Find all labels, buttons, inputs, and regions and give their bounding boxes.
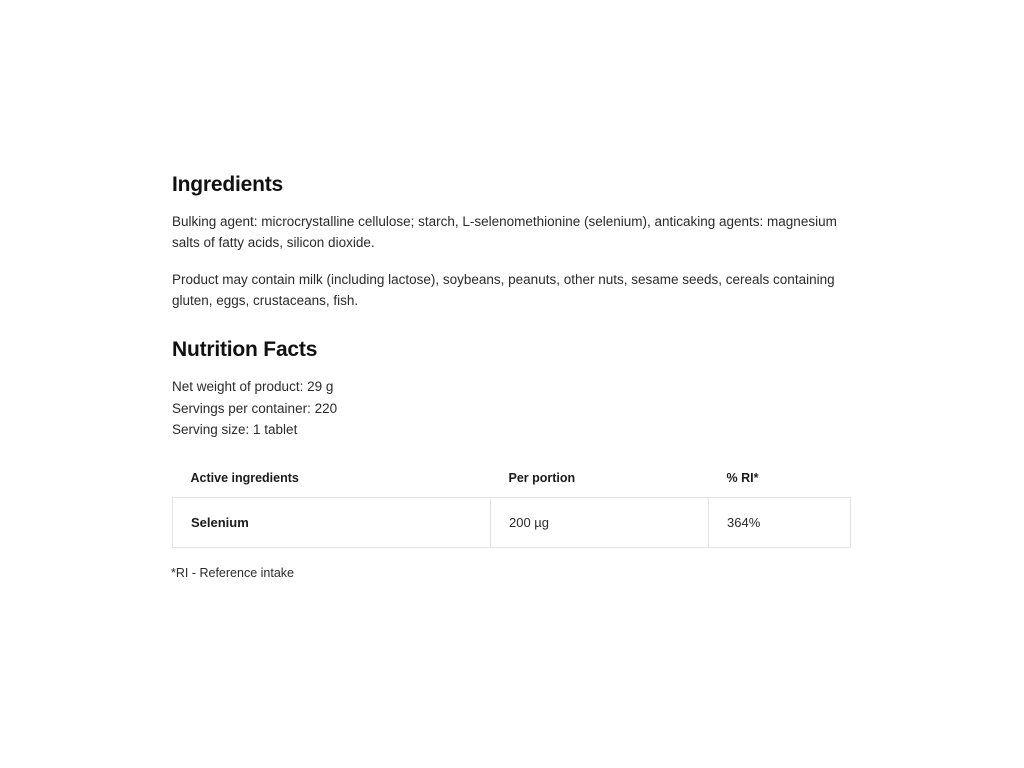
serving-size-line: Serving size: 1 tablet (172, 422, 298, 438)
reference-intake-footnote: *RI - Reference intake (171, 565, 294, 580)
servings-per-container-line: Servings per container: 220 (172, 400, 338, 416)
ingredients-paragraph: Bulking agent: microcrystalline cellulose; starch, L-selenomethionine (selenium), anticaking agents: magnesium salts of fatty acids, silicon dioxide. (172, 214, 837, 251)
column-header-active-ingredients: Active ingredients (190, 470, 299, 485)
serving-info-block (172, 376, 852, 441)
column-header-ri: % RI* (726, 470, 759, 485)
cell-ri: 364% (709, 497, 851, 547)
nutrition-facts-heading: Nutrition Facts (172, 338, 318, 362)
table-header-row (173, 463, 851, 498)
product-info-content (172, 172, 852, 580)
nutrition-table-body (173, 497, 851, 547)
cell-per-portion: 200 µg (491, 497, 709, 547)
ingredients-heading: Ingredients (172, 173, 283, 196)
allergen-paragraph: Product may contain milk (including lactose), soybeans, peanuts, other nuts, sesame seeds, cereals containing gluten, eggs, crustaceans, fish. (172, 272, 835, 309)
nutrition-table (172, 463, 851, 548)
cell-ingredient-name: Selenium (173, 497, 491, 547)
column-header-per-portion: Per portion (508, 470, 576, 485)
nutrition-table-head (173, 463, 851, 498)
net-weight-line: Net weight of product: 29 g (172, 379, 334, 395)
table-row (173, 497, 851, 547)
